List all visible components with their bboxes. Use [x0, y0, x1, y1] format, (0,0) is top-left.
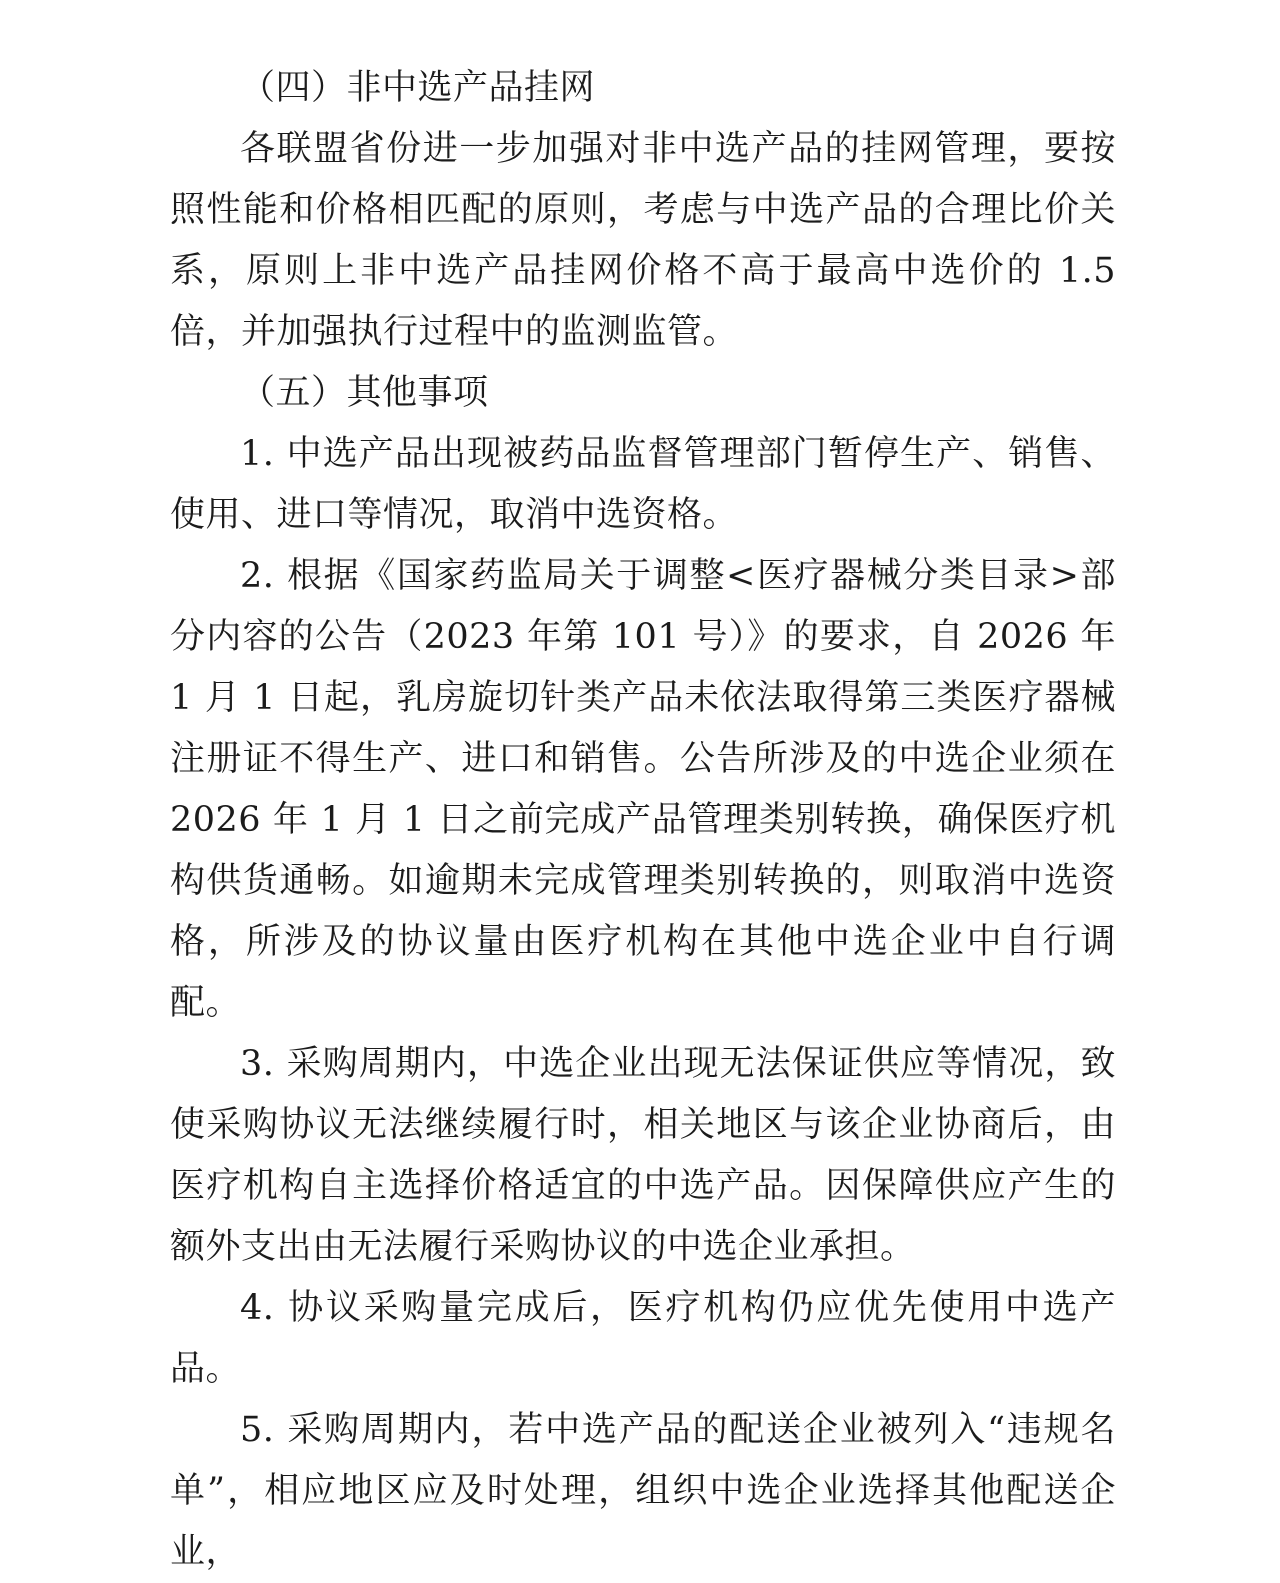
- paragraph-item-3: 3. 采购周期内，中选企业出现无法保证供应等情况，致使采购协议无法继续履行时，相关地区与该企业协商后，由医疗机构自主选择价格适宜的中选产品。因保障供应产生的额外支出由无法履行采购协议的中选企业承担。: [170, 1044, 1116, 1267]
- section-heading-4: （四）非中选产品挂网: [240, 68, 596, 108]
- paragraph-item-4: 4. 协议采购量完成后，医疗机构仍应优先使用中选产品。: [170, 1288, 1116, 1389]
- paragraph-item-1: 1. 中选产品出现被药品监督管理部门暂停生产、销售、使用、进口等情况，取消中选资格。: [170, 434, 1116, 535]
- paragraph-nonselected-listing: 各联盟省份进一步加强对非中选产品的挂网管理，要按照性能和价格相匹配的原则，考虑与中选产品的合理比价关系，原则上非中选产品挂网价格不高于最高中选价的 1.5 倍，并加强执行过程中的监测监管。: [170, 129, 1116, 352]
- paragraph-item-5: 5. 采购周期内，若中选产品的配送企业被列入“违规名单”，相应地区应及时处理，组织中选企业选择其他配送企业，: [170, 1410, 1116, 1572]
- paragraph-item-2: 2. 根据《国家药监局关于调整<医疗器械分类目录>部分内容的公告（2023 年第 101 号）》的要求，自 2026 年 1 月 1 日起，乳房旋切针类产品未依法取得第三类医疗器械注册证不得生产、进口和销售。公告所涉及的中选企业须在 2026 年 1 月 1 日之前完成产品管理类别转换，确保医疗机构供货通畅。如逾期未完成管理类别转换的，则取消中选资格，所涉及的协议量由医疗机构在其他中选企业中自行调配。: [170, 556, 1116, 1023]
- section-heading-5: （五）其他事项: [240, 373, 489, 413]
